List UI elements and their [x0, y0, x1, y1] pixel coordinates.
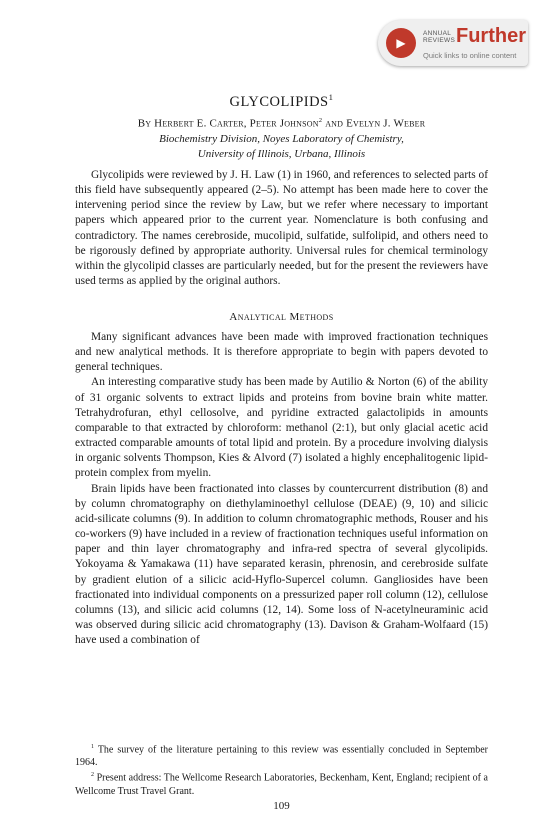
further-wordmark: Further	[456, 25, 526, 47]
article-title	[75, 92, 488, 111]
paragraph: An interesting comparative study has been made by Autilio & Norton (6) of the ability of 31 organic solvents to extract lipids and proteins from bovine brain white matter. Tetrahydrofuran, ethyl cellosolve, and pyridine extracted galactolipids in amounts comparable to that extracted by chloroform: methanol (2:1), but only glacial acetic acid extracted comparable amounts of total lipid and protein. By a procedure involving dialysis in organic solvents Thompson, Kies & Alvord (7) isolated a highly encephalitogenic lipid-protein complex from myelin.	[75, 376, 488, 480]
footnote-mark: 2	[91, 772, 94, 779]
title-text: GLYCOLIPIDS	[229, 93, 329, 110]
affiliation-line-2: University of Illinois, Urbana, Illinois	[197, 148, 366, 160]
intro-paragraph: Glycolipids were reviewed by J. H. Law (1) in 1960, and references to selected parts of this field have subsequently appeared (2–5). No attempt has been made here to cover the intervening period since the review by Law, but we refer where necessary to important papers which appeared prior to the current year. Nomenclature is both confusing and contradictory. The names cerebroside, mucolipid, sulfatide, sulfolipid, and others need to be rigorously defined by appropriate authority. Universal rules for chemical terminology within the glycolipid classes are particularly needed, but for the present the reviewers have used terms as applied by the original authors.	[75, 169, 488, 288]
author-footnote-mark: 2	[318, 117, 323, 124]
footnotes	[75, 741, 488, 798]
footnote-text: The survey of the literature pertaining to this review was essentially concluded in September 1964.	[75, 744, 488, 769]
paragraph: Brain lipids have been fractionated into classes by countercurrent distribution (8) and by column chromatography on diethylaminoethyl cellulose (DEAE) (9, 10) and silicic acid-silicate columns (9). In addition to column chromatographic methods, Rouser and his co-workers (9) have included in a review of fractionation techniques useful information on paper and thin layer chromatography and infra-red spectra of several glycolipids. Yokoyama & Yamakawa (11) have separated kerasin, phrenosin, and cerebroside sulfate by gradient elution of a silicic acid-Hyflo-Supercel column. Gangliosides have been fractionated into individual components on a pressurized paper roll column (12), cellulose columns (13), and silicic acid columns (12, 14). Some loss of N-acetylneuraminic acid was observed during silicic acid chromatography (13). Davison & Graham-Wolfaard (15) have used a combination of	[75, 482, 488, 647]
annual-reviews-wordmark	[423, 30, 455, 44]
play-icon: ▶	[386, 28, 416, 58]
annual-reviews-further-badge[interactable]	[378, 20, 528, 66]
further-tagline: Quick links to online content	[423, 51, 517, 60]
paragraph: Many significant advances have been made with improved fractionation techniques and new analytical methods. It is therefore appropriate to begin with papers devoted to general techniques.	[75, 331, 488, 374]
affiliation-line-1: Biochemistry Division, Noyes Laboratory of Chemistry,	[159, 133, 404, 145]
authors-text-tail: and Evelyn J. Weber	[322, 117, 426, 130]
footnote-text: Present address: The Wellcome Research Laboratories, Beckenham, Kent, England; recipient of a Wellcome Trust Travel Grant.	[75, 772, 488, 797]
page-number: 109	[273, 800, 290, 812]
footnote-mark: 1	[91, 744, 94, 750]
annual-label: ANNUAL	[423, 30, 452, 37]
section-body	[75, 330, 488, 648]
footnote	[75, 769, 488, 797]
reviews-label: REVIEWS	[423, 37, 456, 44]
title-footnote-mark: 1	[328, 92, 334, 102]
section-heading: Analytical Methods	[229, 311, 334, 323]
intro-paragraph-block	[75, 168, 488, 289]
authors-text: By Herbert E. Carter, Peter Johnson	[137, 117, 319, 130]
author-line	[75, 117, 488, 130]
footnote	[75, 741, 488, 769]
